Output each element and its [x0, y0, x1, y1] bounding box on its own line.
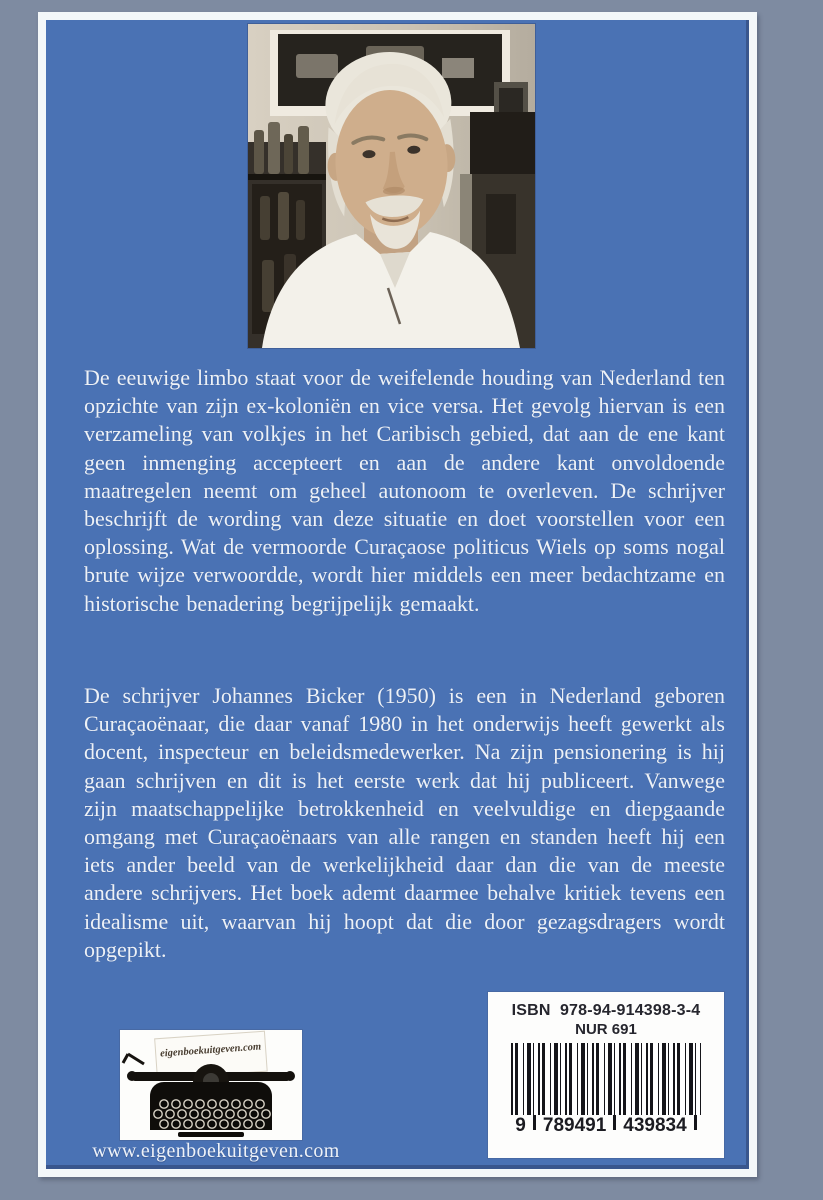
typewriter-icon	[120, 1030, 302, 1140]
barcode-guard-bar	[533, 1115, 536, 1130]
nur-code: NUR 691	[575, 1021, 637, 1038]
publisher-logo-text: eigenboekuitgeven.com	[159, 1041, 262, 1060]
barcode-prefix: 9	[515, 1115, 526, 1136]
author-photo	[248, 24, 535, 348]
synopsis-paragraph: De eeuwige limbo staat voor de weifelende houding van Nederland ten opzichte van zijn ex-koloniën en vice versa. Het gevolg hiervan is een verzameling van volkjes in het Caribisch gebied, dat aan de ene kant geen inmenging accepteert en aan de andere kant onvoldoende maatregelen neemt om geheel autonoom te overleven. De schrijver beschrijft de wording van deze situatie en doet voorstellen voor een oplossing. Wat de vermoorde Curaçaose politicus Wiels op soms nogal brute wijze verwoordde, wordt hier middels een meer bedachtzame en historische benadering begrijpelijk gemaakt.	[84, 365, 725, 616]
isbn-block	[488, 992, 724, 1158]
barcode-icon	[511, 1043, 701, 1115]
author-bio-paragraph: De schrijver Johannes Bicker (1950) is een in Nederland geboren Curaçaoënaar, die daar vanaf 1980 in het onderwijs heeft gewerkt als docent, inspecteur en beleidsmedewerker. Na zijn pensionering is hij gaan schrijven en dit is het eerste werk dat hij publiceert. Vanwege zijn maatschappelijke betrokkenheid en veelvuldige en diepgaande omgang met Curaçaoënaars van alle rangen en standen heeft hij een iets ander beeld van de werkelijkheid daar dan die van de meeste andere schrijvers. Het boek ademt daarmee behalve kritiek tevens een idealisme uit, waarvan hij hoopt dat die door gezagsdragers wordt opgepikt.	[84, 683, 725, 962]
barcode-digits	[511, 1115, 701, 1139]
barcode-guard-bar	[694, 1115, 697, 1130]
barcode-group2: 439834	[623, 1115, 687, 1136]
barcode-group1: 789491	[542, 1115, 607, 1136]
isbn-number: ISBN 978-94-914398-3-4	[511, 1002, 701, 1019]
publisher-website: www.eigenboekuitgeven.com	[92, 1140, 340, 1162]
publisher-logo	[120, 1030, 302, 1140]
barcode-guard-bar	[613, 1115, 616, 1130]
cover-blue-panel	[38, 12, 757, 1177]
